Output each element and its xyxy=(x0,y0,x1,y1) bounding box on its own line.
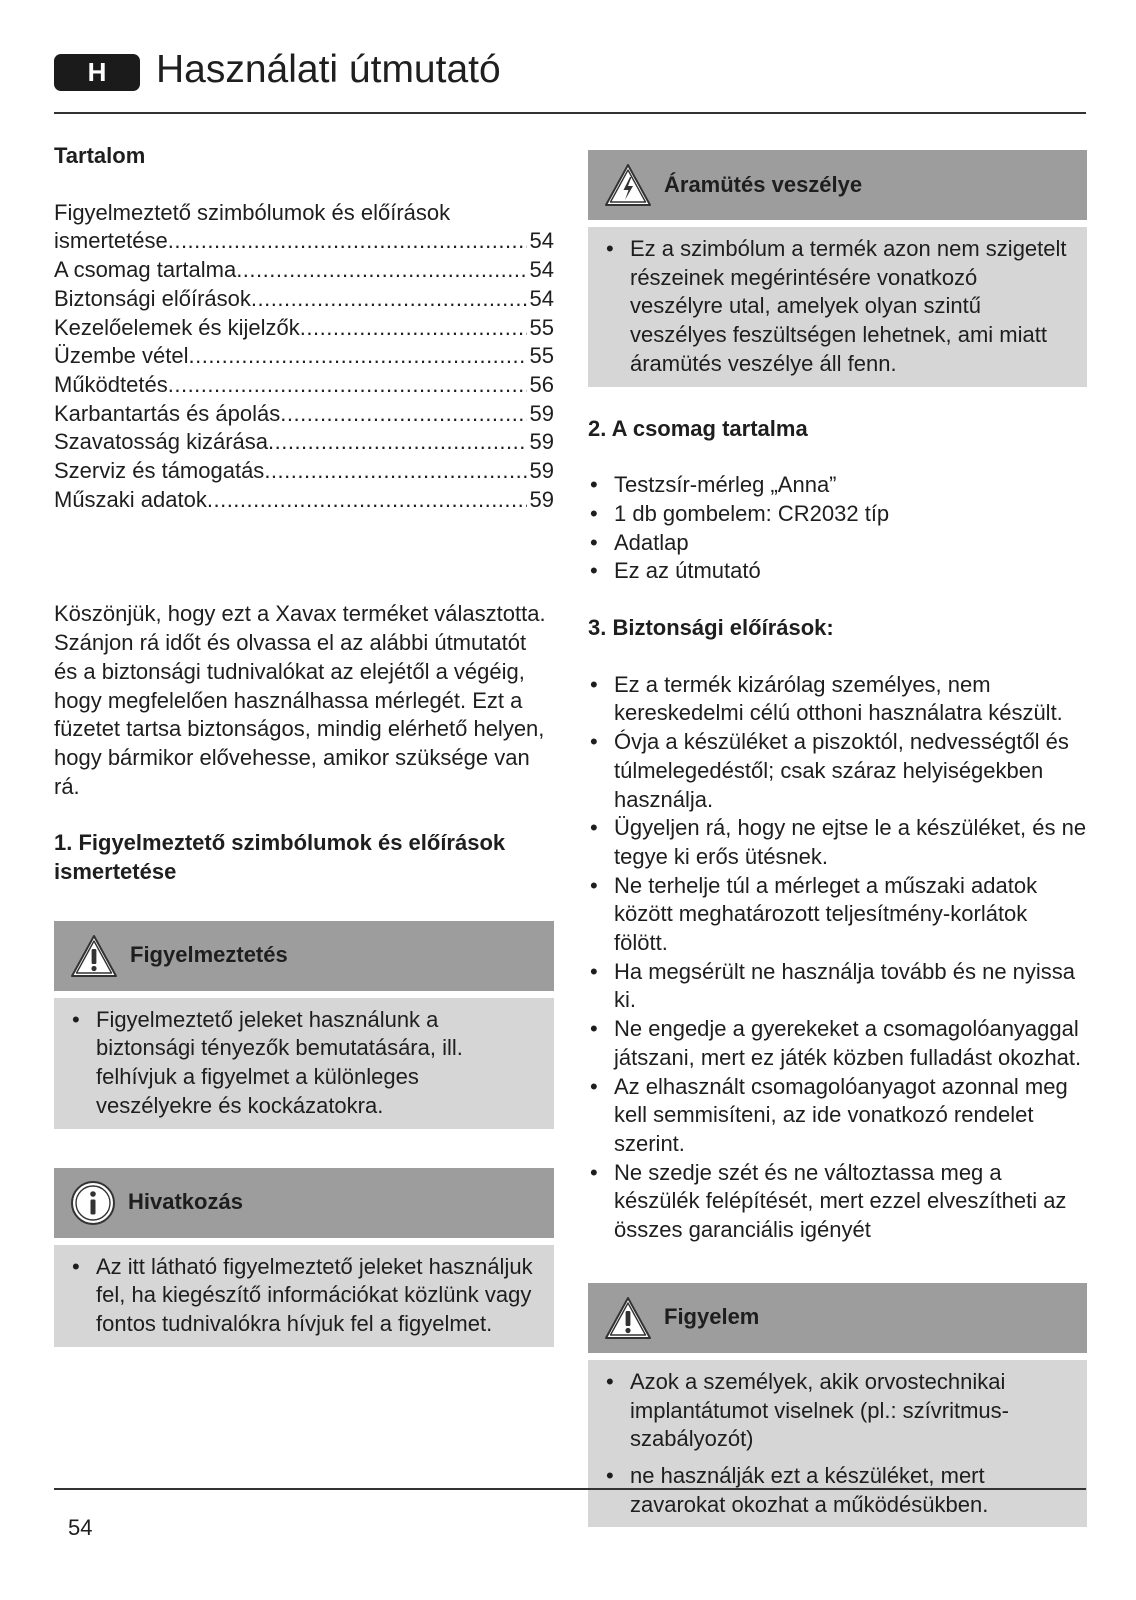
list-item: • Azok a személyek, akik orvostechnikai implantátumot viselnek (pl.: szívritmus-szabályozót) xyxy=(604,1368,1073,1454)
attention-box-header xyxy=(588,1283,1087,1353)
safety-list xyxy=(588,671,1087,1245)
toc-leader-dots xyxy=(168,371,527,400)
toc-item xyxy=(54,256,554,285)
list-item: • Ez a szimbólum a termék azon nem szigetelt részeinek megérintésére vonatkozó veszélyre utal, amelyek olyan szintű veszélyes feszültségen lehetnek, ami miatt áramütés veszélye áll fenn. xyxy=(604,235,1073,379)
warning-triangle-icon xyxy=(604,1296,652,1340)
intro-paragraph: Köszönjük, hogy ezt a Xavax terméket választotta. Szánjon rá időt és olvassa el az alábbi útmutatót és a biztonsági tudnivalókat az elejétől a végéig, hogy megfelelően használhassa mérlegét. Ezt a füzetet tartsa biztonságos, mindig elérhető helyen, hogy bármikor elővehesse, amikor szüksége van rá. xyxy=(54,601,546,799)
list-item: • Ne terhelje túl a mérleget a műszaki adatok között meghatározott teljesítmény-korlátok fölött. xyxy=(588,872,1087,958)
list-item: • Az elhasznált csomagolóanyagot azonnal meg kell semmisíteni, az ide vonatkozó rendelet szerint. xyxy=(588,1073,1087,1159)
toc-heading: Tartalom xyxy=(54,143,146,168)
toc-leader-dots xyxy=(268,428,527,457)
toc-item-label: Karbantartás és ápolás xyxy=(54,400,281,426)
toc-leader-dots xyxy=(300,314,527,343)
warning-box xyxy=(54,921,554,1129)
note-box xyxy=(54,1168,554,1347)
toc-leader-dots xyxy=(264,457,526,486)
package-contents-list xyxy=(588,471,1087,586)
toc-item-label: Működtetés xyxy=(54,371,168,397)
toc-list xyxy=(54,227,554,514)
warning-triangle-icon xyxy=(70,934,118,978)
toc-item-page: 59 xyxy=(529,486,554,512)
toc-item-label: Üzembe vétel xyxy=(54,343,189,369)
toc-first-line: Figyelmeztető szimbólumok és előírások xyxy=(54,199,451,225)
left-column xyxy=(54,142,554,1347)
list-item: • Testzsír-mérleg „Anna” xyxy=(588,471,1087,500)
toc-item xyxy=(54,314,554,343)
header-divider xyxy=(54,112,1086,114)
document-title: Használati útmutató xyxy=(156,48,501,91)
note-box-header xyxy=(54,1168,554,1238)
shock-warning-header xyxy=(588,150,1087,220)
toc-item-page: 54 xyxy=(529,257,554,283)
toc-item xyxy=(54,428,554,457)
section2-heading: 2. A csomag tartalma xyxy=(588,415,808,441)
toc-leader-dots xyxy=(251,285,527,314)
toc-item-page: 55 xyxy=(529,314,554,340)
language-badge: H xyxy=(54,54,140,91)
toc-item-label: Biztonsági előírások xyxy=(54,285,251,311)
toc-item-label: ismertetése xyxy=(54,228,168,254)
list-item: • ne használják ezt a készüléket, mert zavarokat okozhat a működésükben. xyxy=(604,1462,1073,1519)
list-item: • Ez az útmutató xyxy=(588,557,1087,586)
toc-item xyxy=(54,227,554,256)
attention-box-title: Figyelem xyxy=(664,1304,760,1330)
toc-item xyxy=(54,400,554,429)
toc-item xyxy=(54,285,554,314)
list-item: • Ne engedje a gyerekeket a csomagolóanyaggal játszani, mert ez játék közben fulladást okozhat. xyxy=(588,1015,1087,1072)
list-item: • Ügyeljen rá, hogy ne ejtse le a készüléket, és ne tegye ki erős ütésnek. xyxy=(588,814,1087,871)
warning-box-header xyxy=(54,921,554,991)
note-box-body xyxy=(54,1245,554,1347)
shock-warning-box xyxy=(588,150,1087,387)
toc-item-page: 55 xyxy=(529,343,554,369)
toc-item-page: 59 xyxy=(529,429,554,455)
toc-leader-dots xyxy=(207,486,527,515)
section1-heading: 1. Figyelmeztető szimbólumok és előírások ismertetése xyxy=(54,830,506,885)
toc-leader-dots xyxy=(236,256,526,285)
toc-item xyxy=(54,457,554,486)
section3-heading: 3. Biztonsági előírások: xyxy=(588,615,834,641)
toc-item xyxy=(54,342,554,371)
attention-box-body xyxy=(588,1360,1087,1528)
warning-box-body xyxy=(54,998,554,1129)
note-box-title: Hivatkozás xyxy=(128,1189,243,1215)
list-item: • Az itt látható figyelmeztető jeleket használjuk fel, ha kiegészítő információkat közlünk vagy fontos tudnivalókra hívjuk fel a figyelmet. xyxy=(70,1253,540,1339)
toc-item-page: 56 xyxy=(529,371,554,397)
shock-warning-title: Áramütés veszélye xyxy=(664,171,863,197)
warning-box-title: Figyelmeztetés xyxy=(130,942,288,968)
toc-leader-dots xyxy=(280,400,526,429)
toc-item-page: 54 xyxy=(529,228,554,254)
shock-warning-body xyxy=(588,227,1087,387)
electric-shock-icon xyxy=(604,163,652,207)
toc-item-label: Szerviz és támogatás xyxy=(54,458,265,484)
table-of-contents xyxy=(54,199,554,515)
page-number: 54 xyxy=(68,1515,93,1540)
list-item: • Figyelmeztető jeleket használunk a biztonsági tényezők bemutatására, ill. felhívjuk a figyelmet a különleges veszélyekre és kockázatokra. xyxy=(70,1006,540,1121)
list-item: • 1 db gombelem: CR2032 típ xyxy=(588,500,1087,529)
toc-item xyxy=(54,371,554,400)
right-column xyxy=(588,150,1087,1527)
toc-item-label: A csomag tartalma xyxy=(54,257,237,283)
toc-item-page: 54 xyxy=(529,285,554,311)
list-item: • Ez a termék kizárólag személyes, nem kereskedelmi célú otthoni használatra készült. xyxy=(588,671,1087,728)
list-item: • Adatlap xyxy=(588,529,1087,558)
list-item: • Ha megsérült ne használja tovább és ne nyissa ki. xyxy=(588,958,1087,1015)
list-item: • Óvja a készüléket a piszoktól, nedvességtől és túlmelegedéstől; csak száraz helyiségekben használja. xyxy=(588,728,1087,814)
toc-leader-dots xyxy=(189,342,527,371)
toc-item-label: Kezelőelemek és kijelzők xyxy=(54,314,300,340)
footer-divider xyxy=(54,1488,1086,1490)
toc-item-label: Szavatosság kizárása xyxy=(54,429,268,455)
list-item: • Ne szedje szét és ne változtassa meg a készülék felépítését, mert ezzel elveszítheti az összes garanciális igényét xyxy=(588,1159,1087,1245)
attention-box xyxy=(588,1283,1087,1528)
info-circle-icon xyxy=(70,1180,116,1226)
toc-item-label: Műszaki adatok xyxy=(54,486,207,512)
toc-item xyxy=(54,486,554,515)
toc-item-page: 59 xyxy=(529,400,554,426)
toc-item-page: 59 xyxy=(529,458,554,484)
toc-leader-dots xyxy=(168,227,527,256)
